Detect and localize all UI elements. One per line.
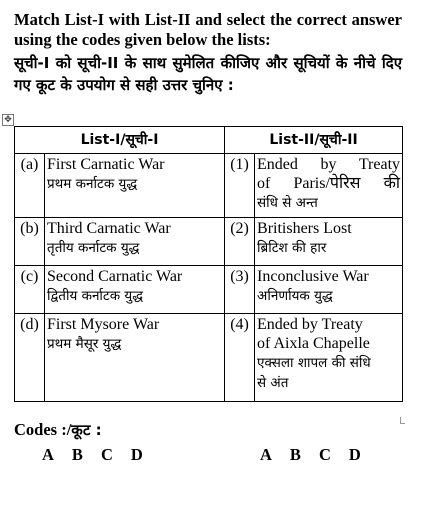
code-col-b: B (71, 445, 83, 464)
row-label-left: (c) (15, 266, 45, 314)
text-boundary-mark (400, 417, 405, 424)
question-hindi: सूची-I को सूची-II के साथ सुमेलित कीजिए और सूचियों के नीचे दिए गए कूट के उपयोग से सही उत्तर चुनिए : (14, 54, 402, 94)
row-label-left: (d) (15, 314, 45, 402)
question-text (14, 10, 402, 96)
codes-label: Codes :/कूट : (14, 420, 102, 439)
code-col-a: A (42, 445, 54, 464)
table-row (15, 266, 403, 314)
table-row (15, 218, 403, 266)
match-table (14, 126, 403, 402)
list-2-item: Ended by Treaty of Aixla Chapelle एक्सला शापल की संधि से अंत (255, 314, 403, 402)
row-label-right: (2) (225, 218, 255, 266)
list-2-item: Inconclusive War अनिर्णायक युद्ध (255, 266, 403, 314)
code-col-c: C (318, 445, 331, 464)
list-2-item: Ended by Treaty of Paris/पेरिस की संधि से अन्त (255, 154, 403, 218)
code-col-d: D (348, 445, 361, 464)
list-1-item: First Mysore War प्रथम मैसूर युद्ध (45, 314, 225, 402)
move-anchor-icon[interactable]: ✥ (2, 114, 14, 126)
row-label-right: (1) (225, 154, 255, 218)
list-2-item: Britishers Lost ब्रिटिश की हार (255, 218, 403, 266)
list-1-item: First Carnatic War प्रथम कर्नाटक युद्ध (45, 154, 225, 218)
list-1-item: Second Carnatic War द्वितीय कर्नाटक युद्ध (45, 266, 225, 314)
code-col-c: C (100, 445, 113, 464)
header-list-1: List-I/सूची-I (15, 127, 225, 154)
row-label-left: (a) (15, 154, 45, 218)
table-row (15, 154, 403, 218)
code-col-a: A (260, 445, 272, 464)
list-1-item: Third Carnatic War तृतीय कर्नाटक युद्ध (45, 218, 225, 266)
code-col-d: D (130, 445, 143, 464)
table-header-row (15, 127, 403, 154)
codes-columns-right (260, 445, 361, 465)
code-col-b: B (289, 445, 301, 464)
header-list-2: List-II/सूची-II (225, 127, 403, 154)
table-row (15, 314, 403, 402)
row-label-left: (b) (15, 218, 45, 266)
row-label-right: (3) (225, 266, 255, 314)
question-english: Match List-I with List-II and select the correct answer using the codes given below the lists: (14, 10, 402, 49)
row-label-right: (4) (225, 314, 255, 402)
codes-columns-left (42, 445, 143, 465)
